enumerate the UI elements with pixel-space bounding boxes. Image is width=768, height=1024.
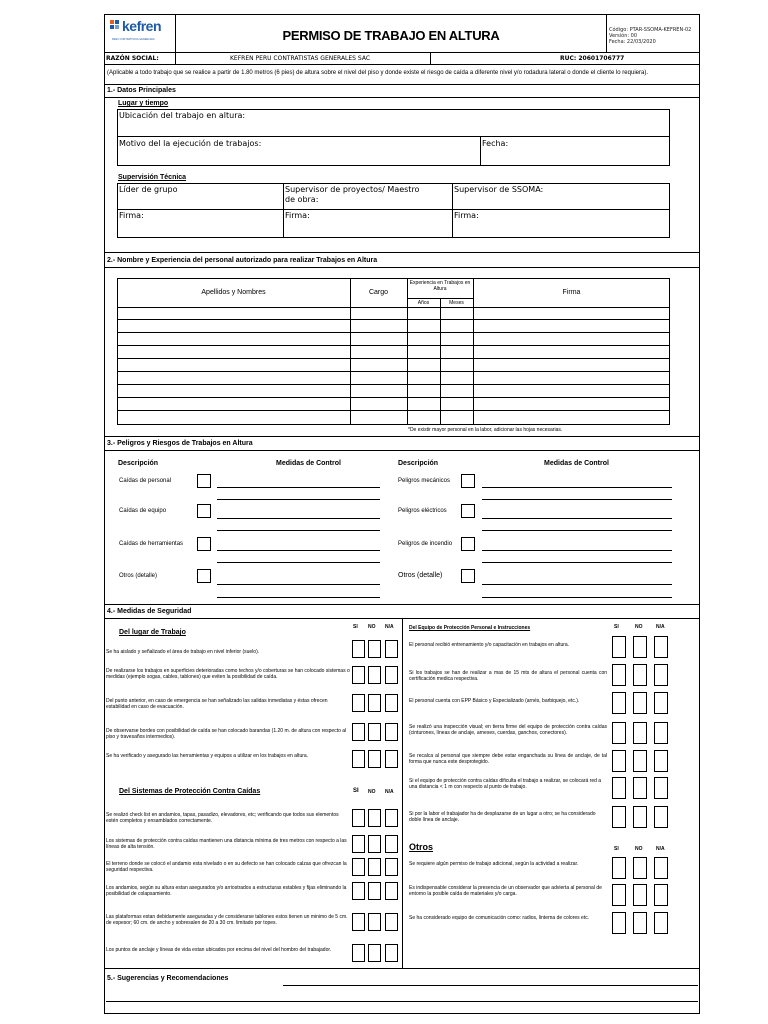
group-leader-label: Líder de grupo [119,185,178,194]
col-experience-header: Experiencia en Trabajos en Altura [409,280,471,292]
no-checkbox[interactable] [368,694,381,712]
si-checkbox[interactable] [352,944,365,962]
no-header: NO [368,624,376,630]
no-checkbox[interactable] [633,636,647,658]
date-input[interactable] [512,139,662,161]
hazard-checkbox[interactable] [197,537,211,551]
left-desc-header: Descripción [118,460,159,467]
si-checkbox[interactable] [612,664,626,686]
si-checkbox[interactable] [352,694,365,712]
table-row [117,319,670,320]
ssoma-supervisor-label: Supervisor de SSOMA: [454,185,544,194]
no-checkbox[interactable] [368,809,381,827]
control-measure-line[interactable] [482,530,672,531]
control-measure-line[interactable] [217,499,380,500]
si-checkbox[interactable] [612,912,626,934]
fall-protection-title: Del Sistemas de Protección Contra Caídas [119,788,261,795]
si-checkbox[interactable] [352,835,365,853]
section3-title: 3.- Peligros y Riesgos de Trabajos en Altura [107,440,253,447]
logo-text: kefren [122,18,162,34]
left-measures-header: Medidas de Control [276,460,341,467]
na-checkbox[interactable] [654,664,668,686]
list-item: Los sistemas de protección contra caídas mantienen una distancia mínima de tres metros con respecto a las líneas de alta tensión. [106,838,347,851]
no-checkbox[interactable] [368,750,381,768]
doc-metadata [609,27,691,45]
si-checkbox[interactable] [352,913,365,931]
na-header: N/A [385,624,394,630]
hazard-item: Peligros de incendio [398,541,453,547]
control-measure-line[interactable] [217,584,380,585]
na-checkbox[interactable] [385,694,398,712]
no-checkbox[interactable] [633,912,647,934]
table-row [117,345,670,346]
list-item: De observarse bordes con posibilidad de caída se han colocado barandas (1.20 m. de altura con respecto al piso y travesaños intermedios). [106,728,347,741]
table-row [117,332,670,333]
no-checkbox[interactable] [633,884,647,906]
others-title: Otros [409,842,434,852]
col-years-header: Años [417,300,430,306]
table-row [117,397,670,398]
hazard-checkbox[interactable] [461,504,475,518]
hazard-item: Caídas de herramientas [119,541,184,547]
list-item: El terreno donde se colocó el andamio esta nivelado o en su defecto se han colocado calzas que ofrezcan la seguridad respectiva. [106,861,347,874]
supervision-title: Supervisión Técnica [118,174,187,181]
si-checkbox[interactable] [352,666,365,684]
na-checkbox[interactable] [654,636,668,658]
control-measure-line[interactable] [482,499,672,500]
si-checkbox[interactable] [352,882,365,900]
si-checkbox[interactable] [612,806,626,828]
workplace-title: Del lugar de Trabajo [119,629,186,636]
header-divider [606,14,607,52]
col-months-header: Meses [449,300,464,306]
list-item: Los andamios, según su altura estan asegurados y/o arriostrados a estructuras estables y fijas eliminando la posibilidad de colapsamiento. [106,885,347,898]
location-label: Ubicación del trabajo en altura: [119,111,246,120]
control-measure-line[interactable] [217,487,380,488]
hazard-item: Peligros eléctricos [398,508,447,514]
si-checkbox[interactable] [612,777,626,799]
control-measure-line[interactable] [482,584,672,585]
hazard-item: Otros (detalle) [119,573,158,579]
no-checkbox[interactable] [368,640,381,658]
doc-code: Código: PTAR-SSOMA-KEFREN-02 [609,27,692,33]
list-item: El personal cuenta con EPP Básico y Especializado (arnés, barbiquejo, etc.). [409,698,580,704]
table-footnote: *De existir mayor personal en la labor, adicionar las hojas necesarias. [408,427,563,433]
no-checkbox[interactable] [633,806,647,828]
supervisor-signature-label: Firma: [285,211,310,220]
hazard-checkbox[interactable] [197,504,211,518]
no-checkbox[interactable] [633,857,647,879]
reason-input[interactable] [270,139,470,161]
na-checkbox[interactable] [385,858,398,876]
na-checkbox[interactable] [385,944,398,962]
control-measure-line[interactable] [482,562,672,563]
no-checkbox[interactable] [633,664,647,686]
section5-title: 5.- Sugerencias y Recomendaciones [107,975,229,982]
na-checkbox[interactable] [385,750,398,768]
si-checkbox[interactable] [612,857,626,879]
list-item: Se ha verificado y asegurado las herramientas y equipos a utilizar en los trabajos en altura. [106,753,309,759]
company-logo [110,18,172,48]
list-item: De realizarse los trabajos en superficies deterioradas como techos y/o coberturas se han colocado sistemas o medidas (ejemplo sogas, cables, tablones) que eviten la posibilidad de caída. [106,668,350,681]
no-checkbox[interactable] [368,666,381,684]
si-header: SI [353,624,358,630]
table-row [117,410,670,411]
no-checkbox[interactable] [368,944,381,962]
location-input[interactable] [260,111,660,131]
si-header: SI [353,788,359,794]
place-time-title: Lugar y tiempo [118,100,169,107]
control-measure-line[interactable] [217,550,380,551]
na-header: N/A [385,789,394,795]
hazard-item: Caídas de equipo [119,508,167,514]
list-item: Se realizó una inspección visual; en tierra firme del equipo de protección contra caídas (cinturones, líneas de anclaje, arneses, cuerdas, ganchos, conectores). [409,724,607,737]
col-signature-header: Firma [562,289,581,296]
si-header: SI [614,846,619,852]
na-checkbox[interactable] [654,722,668,744]
no-checkbox[interactable] [368,913,381,931]
na-checkbox[interactable] [654,750,668,772]
na-checkbox[interactable] [385,809,398,827]
control-measure-line[interactable] [217,562,380,563]
list-item: Los puntos de anclaje y líneas de vida estan ubicados por encima del nivel del hombro del trabajador. [106,947,332,953]
col-names-header: Apellidos y Nombres [201,289,266,296]
section2-title: 2.- Nombre y Experiencia del personal autorizado para realizar Trabajos en Altura [107,257,378,264]
hazard-checkbox[interactable] [461,537,475,551]
si-checkbox[interactable] [612,636,626,658]
list-item: Las plataformas estan debidamente aseguradas y de considerarse tablones estos tienen un minimo de 5 cm. de espesor; 60 cm. de ancho y sobresalen de 20 a 30 cm. limitado por topes. [106,914,348,927]
list-item: Se realizó check list en andamios, tapas, pasadizo, elevadores, etc; verificando que todos sus elementos estén completos y ensamblados correctamente. [106,812,339,825]
list-item: Se ha aislado y señalizado el área de trabajo en nivel inferior (suelo). [106,649,260,655]
control-measure-line[interactable] [217,518,380,519]
hazard-item: Caídas de personal [119,478,172,484]
section1-title: 1.- Datos Principales [107,87,176,94]
list-item: Si el equipo de protección contra caídas dificulta el trabajo a realizar, se colocará red a una distancia < 1 m con respecto al punto de trabajo. [409,778,602,791]
hazard-item: Peligros mecánicos [398,478,451,484]
logo-subtext: PERU CONTRATISTAS GENERALES [112,38,155,41]
hazard-checkbox[interactable] [461,569,475,583]
list-item: Se ha considerado equipo de comunicación como: radios, linterna de colores etc. [409,915,590,921]
list-item: Si por la labor el trabajador ha de desplazarse de un lugar a otro; se ha considerado doble línea de anclaje. [409,811,596,824]
razon-social-label: RAZÓN SOCIAL: [106,55,159,62]
control-measure-line[interactable] [482,550,672,551]
recommendations-line[interactable] [283,985,698,986]
col-cargo-header: Cargo [368,289,389,296]
si-checkbox[interactable] [352,640,365,658]
hazard-item: Otros (detalle) [398,572,443,579]
no-checkbox[interactable] [633,692,647,714]
na-checkbox[interactable] [654,857,668,879]
na-checkbox[interactable] [385,882,398,900]
list-item: Si los trabajos se han de realizar a mas de 15 mts de altura el personal cuenta con certificación medica respectiva. [409,670,607,683]
list-item: Del punto anterior, en caso de emergencia se han señalizado las salidas inmediatas y éstas ofrecen estabilidad en caso de evacuación. [106,698,328,711]
list-item: Se requiere algún permiso de trabajo adicional, según la actividad a realizar. [409,861,579,867]
no-checkbox[interactable] [633,777,647,799]
na-checkbox[interactable] [385,640,398,658]
doc-version: Versión: 00 [609,33,638,39]
right-measures-header: Medidas de Control [544,460,609,467]
si-checkbox[interactable] [612,884,626,906]
doc-date: Fecha: 22/03/2020 [609,39,656,45]
no-header: NO [368,789,376,795]
si-checkbox[interactable] [612,722,626,744]
recommendations-line[interactable] [106,1001,698,1002]
ssoma-signature-label: Firma: [454,211,479,220]
na-header: N/A [656,624,665,630]
si-checkbox[interactable] [612,692,626,714]
na-checkbox[interactable] [654,692,668,714]
na-checkbox[interactable] [654,884,668,906]
hazard-checkbox[interactable] [197,569,211,583]
reason-label: Motivo del la ejecución de trabajos: [119,139,262,148]
date-label: Fecha: [482,139,509,148]
hazard-checkbox[interactable] [197,474,211,488]
si-checkbox[interactable] [352,750,365,768]
personnel-table [117,278,670,425]
no-checkbox[interactable] [633,722,647,744]
no-checkbox[interactable] [368,723,381,741]
list-item: El personal recibió entrenamiento y/o capacitación en trabajos en altura. [409,642,570,648]
na-checkbox[interactable] [385,835,398,853]
si-checkbox[interactable] [352,723,365,741]
section4-title: 4.- Medidas de Seguridad [107,608,192,615]
project-supervisor-label: Supervisor de proyectos/ Maestro de obra: [285,185,420,204]
na-checkbox[interactable] [385,913,398,931]
table-row [117,384,670,385]
na-header: N/A [656,846,665,852]
form-title: PERMISO DE TRABAJO EN ALTURA [282,28,500,43]
list-item: Es indispensable considerar la presencia de un observador que advierta al personal de entorno la posible caída de materiales y/o carga. [409,885,602,898]
control-measure-line[interactable] [217,597,380,598]
no-checkbox[interactable] [368,882,381,900]
na-checkbox[interactable] [385,723,398,741]
table-row [117,358,670,359]
si-header: SI [614,624,619,630]
right-desc-header: Descripción [398,460,439,467]
na-checkbox[interactable] [654,777,668,799]
no-header: NO [635,846,643,852]
si-checkbox[interactable] [352,809,365,827]
control-measure-line[interactable] [482,597,672,598]
control-measure-line[interactable] [217,530,380,531]
scope-note: (Aplicable a todo trabajo que se realice a partir de 1.80 metros (6 pies) de altura sobre el nivel del piso y donde existe el riesgo de caída a diferente nivel y/o rodadura lateral o donde el cliente lo requiera). [107,70,648,76]
table-row [117,371,670,372]
leader-signature-label: Firma: [119,211,144,220]
na-checkbox[interactable] [385,666,398,684]
razon-social-value: KEFREN PERU CONTRATISTAS GENERALES SAC [230,55,371,62]
hazard-checkbox[interactable] [461,474,475,488]
control-measure-line[interactable] [482,518,672,519]
list-item: Se recalca al personal que siempre debe estar enganchada su línea de anclaje, de tal forma que nunca este desprotegido. [409,753,607,766]
no-checkbox[interactable] [368,858,381,876]
ruc-value: RUC: 20601706777 [560,55,625,62]
na-checkbox[interactable] [654,806,668,828]
si-checkbox[interactable] [352,858,365,876]
ppe-title: Del Equipo de Protección Personal e Instrucciones [409,625,531,631]
na-checkbox[interactable] [654,912,668,934]
si-checkbox[interactable] [612,750,626,772]
no-header: NO [635,624,643,630]
no-checkbox[interactable] [633,750,647,772]
control-measure-line[interactable] [482,487,672,488]
no-checkbox[interactable] [368,835,381,853]
